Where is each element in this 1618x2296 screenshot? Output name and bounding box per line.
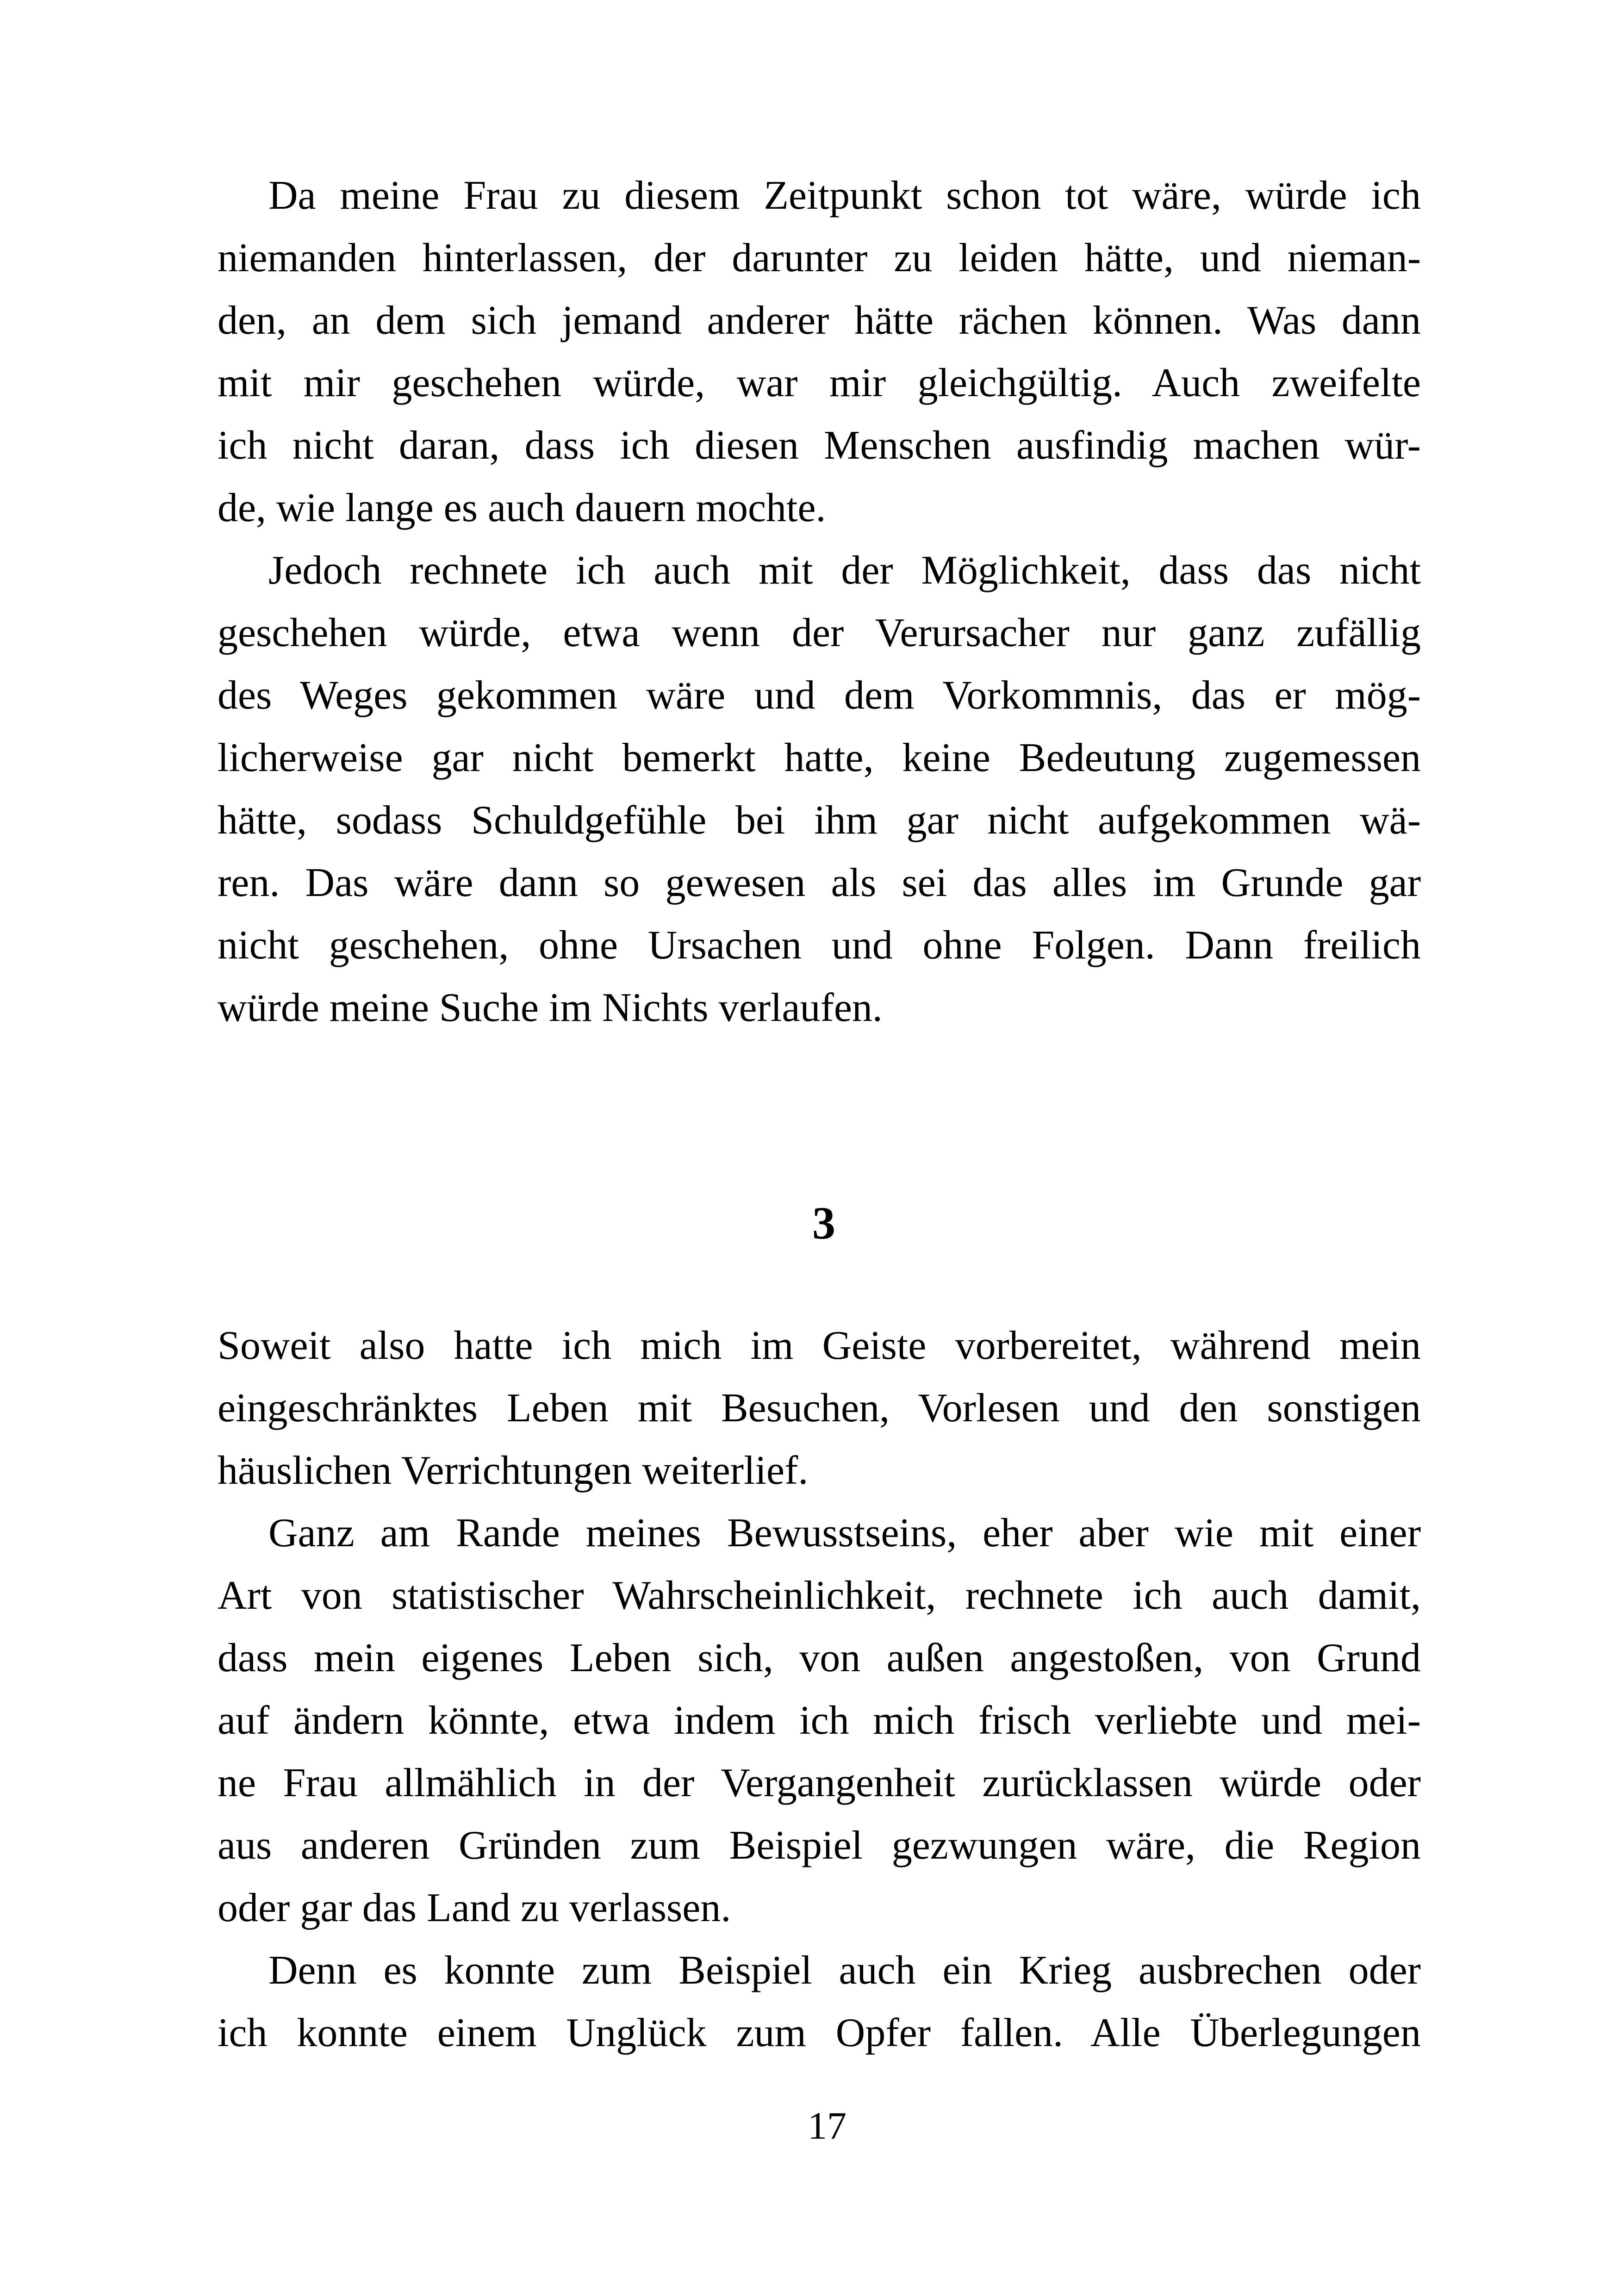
text-line: hätte, sodass Schuldgefühle bei ihm gar nicht aufgekommen wä- xyxy=(218,798,1421,843)
text-line: Da meine Frau zu diesem Zeitpunkt schon tot wäre, würde ich xyxy=(268,173,1421,218)
text-line: ich konnte einem Unglück zum Opfer fallen. Alle Überlegungen xyxy=(218,2010,1421,2055)
text-block-top xyxy=(218,164,1421,1039)
text-line: Jedoch rechnete ich auch mit der Möglichkeit, dass das nicht xyxy=(268,548,1421,593)
text-line: geschehen würde, etwa wenn der Verursacher nur ganz zufällig xyxy=(218,610,1421,655)
text-line: Denn es konnte zum Beispiel auch ein Krieg ausbrechen oder xyxy=(268,1948,1421,1993)
text-line: auf ändern könnte, etwa indem ich mich frisch verliebte und mei- xyxy=(218,1698,1421,1743)
text-line: eingeschränktes Leben mit Besuchen, Vorlesen und den sonstigen xyxy=(218,1386,1421,1431)
text-line: oder gar das Land zu verlassen. xyxy=(218,1885,731,1930)
text-line: mit mir geschehen würde, war mir gleichgültig. Auch zweifelte xyxy=(218,361,1421,405)
section-heading: 3 xyxy=(812,1197,835,1249)
text-line: nicht geschehen, ohne Ursachen und ohne Folgen. Dann freilich xyxy=(218,923,1421,968)
paragraph xyxy=(218,1502,1421,1939)
text-line: niemanden hinterlassen, der darunter zu leiden hätte, und nieman- xyxy=(218,236,1421,280)
paragraph xyxy=(218,164,1421,539)
paragraph xyxy=(218,1314,1421,1502)
paragraph xyxy=(218,539,1421,1039)
text-line: würde meine Suche im Nichts verlaufen. xyxy=(218,985,883,1030)
text-line: Art von statistischer Wahrscheinlichkeit, rechnete ich auch damit, xyxy=(218,1573,1421,1618)
text-line: des Weges gekommen wäre und dem Vorkommnis, das er mög- xyxy=(218,673,1421,718)
text-line: ne Frau allmählich in der Vergangenheit zurücklassen würde oder xyxy=(218,1761,1421,1805)
text-line: Soweit also hatte ich mich im Geiste vorbereitet, während mein xyxy=(218,1323,1421,1368)
text-line: ren. Das wäre dann so gewesen als sei das alles im Grunde gar xyxy=(218,860,1421,905)
text-line: Ganz am Rande meines Bewusstseins, eher aber wie mit einer xyxy=(268,1511,1421,1556)
text-line: häuslichen Verrichtungen weiterlief. xyxy=(218,1448,809,1493)
paragraph xyxy=(218,1939,1421,2064)
page-number: 17 xyxy=(808,2104,846,2147)
text-block-bottom xyxy=(218,1314,1421,2064)
text-line: licherweise gar nicht bemerkt hatte, keine Bedeutung zugemessen xyxy=(218,735,1421,780)
text-line: den, an dem sich jemand anderer hätte rächen können. Was dann xyxy=(218,298,1421,343)
text-line: de, wie lange es auch dauern mochte. xyxy=(218,485,826,530)
text-line: aus anderen Gründen zum Beispiel gezwungen wäre, die Region xyxy=(218,1823,1421,1868)
text-line: ich nicht daran, dass ich diesen Menschen ausfindig machen wür- xyxy=(218,423,1421,468)
text-line: dass mein eigenes Leben sich, von außen angestoßen, von Grund xyxy=(218,1636,1421,1680)
